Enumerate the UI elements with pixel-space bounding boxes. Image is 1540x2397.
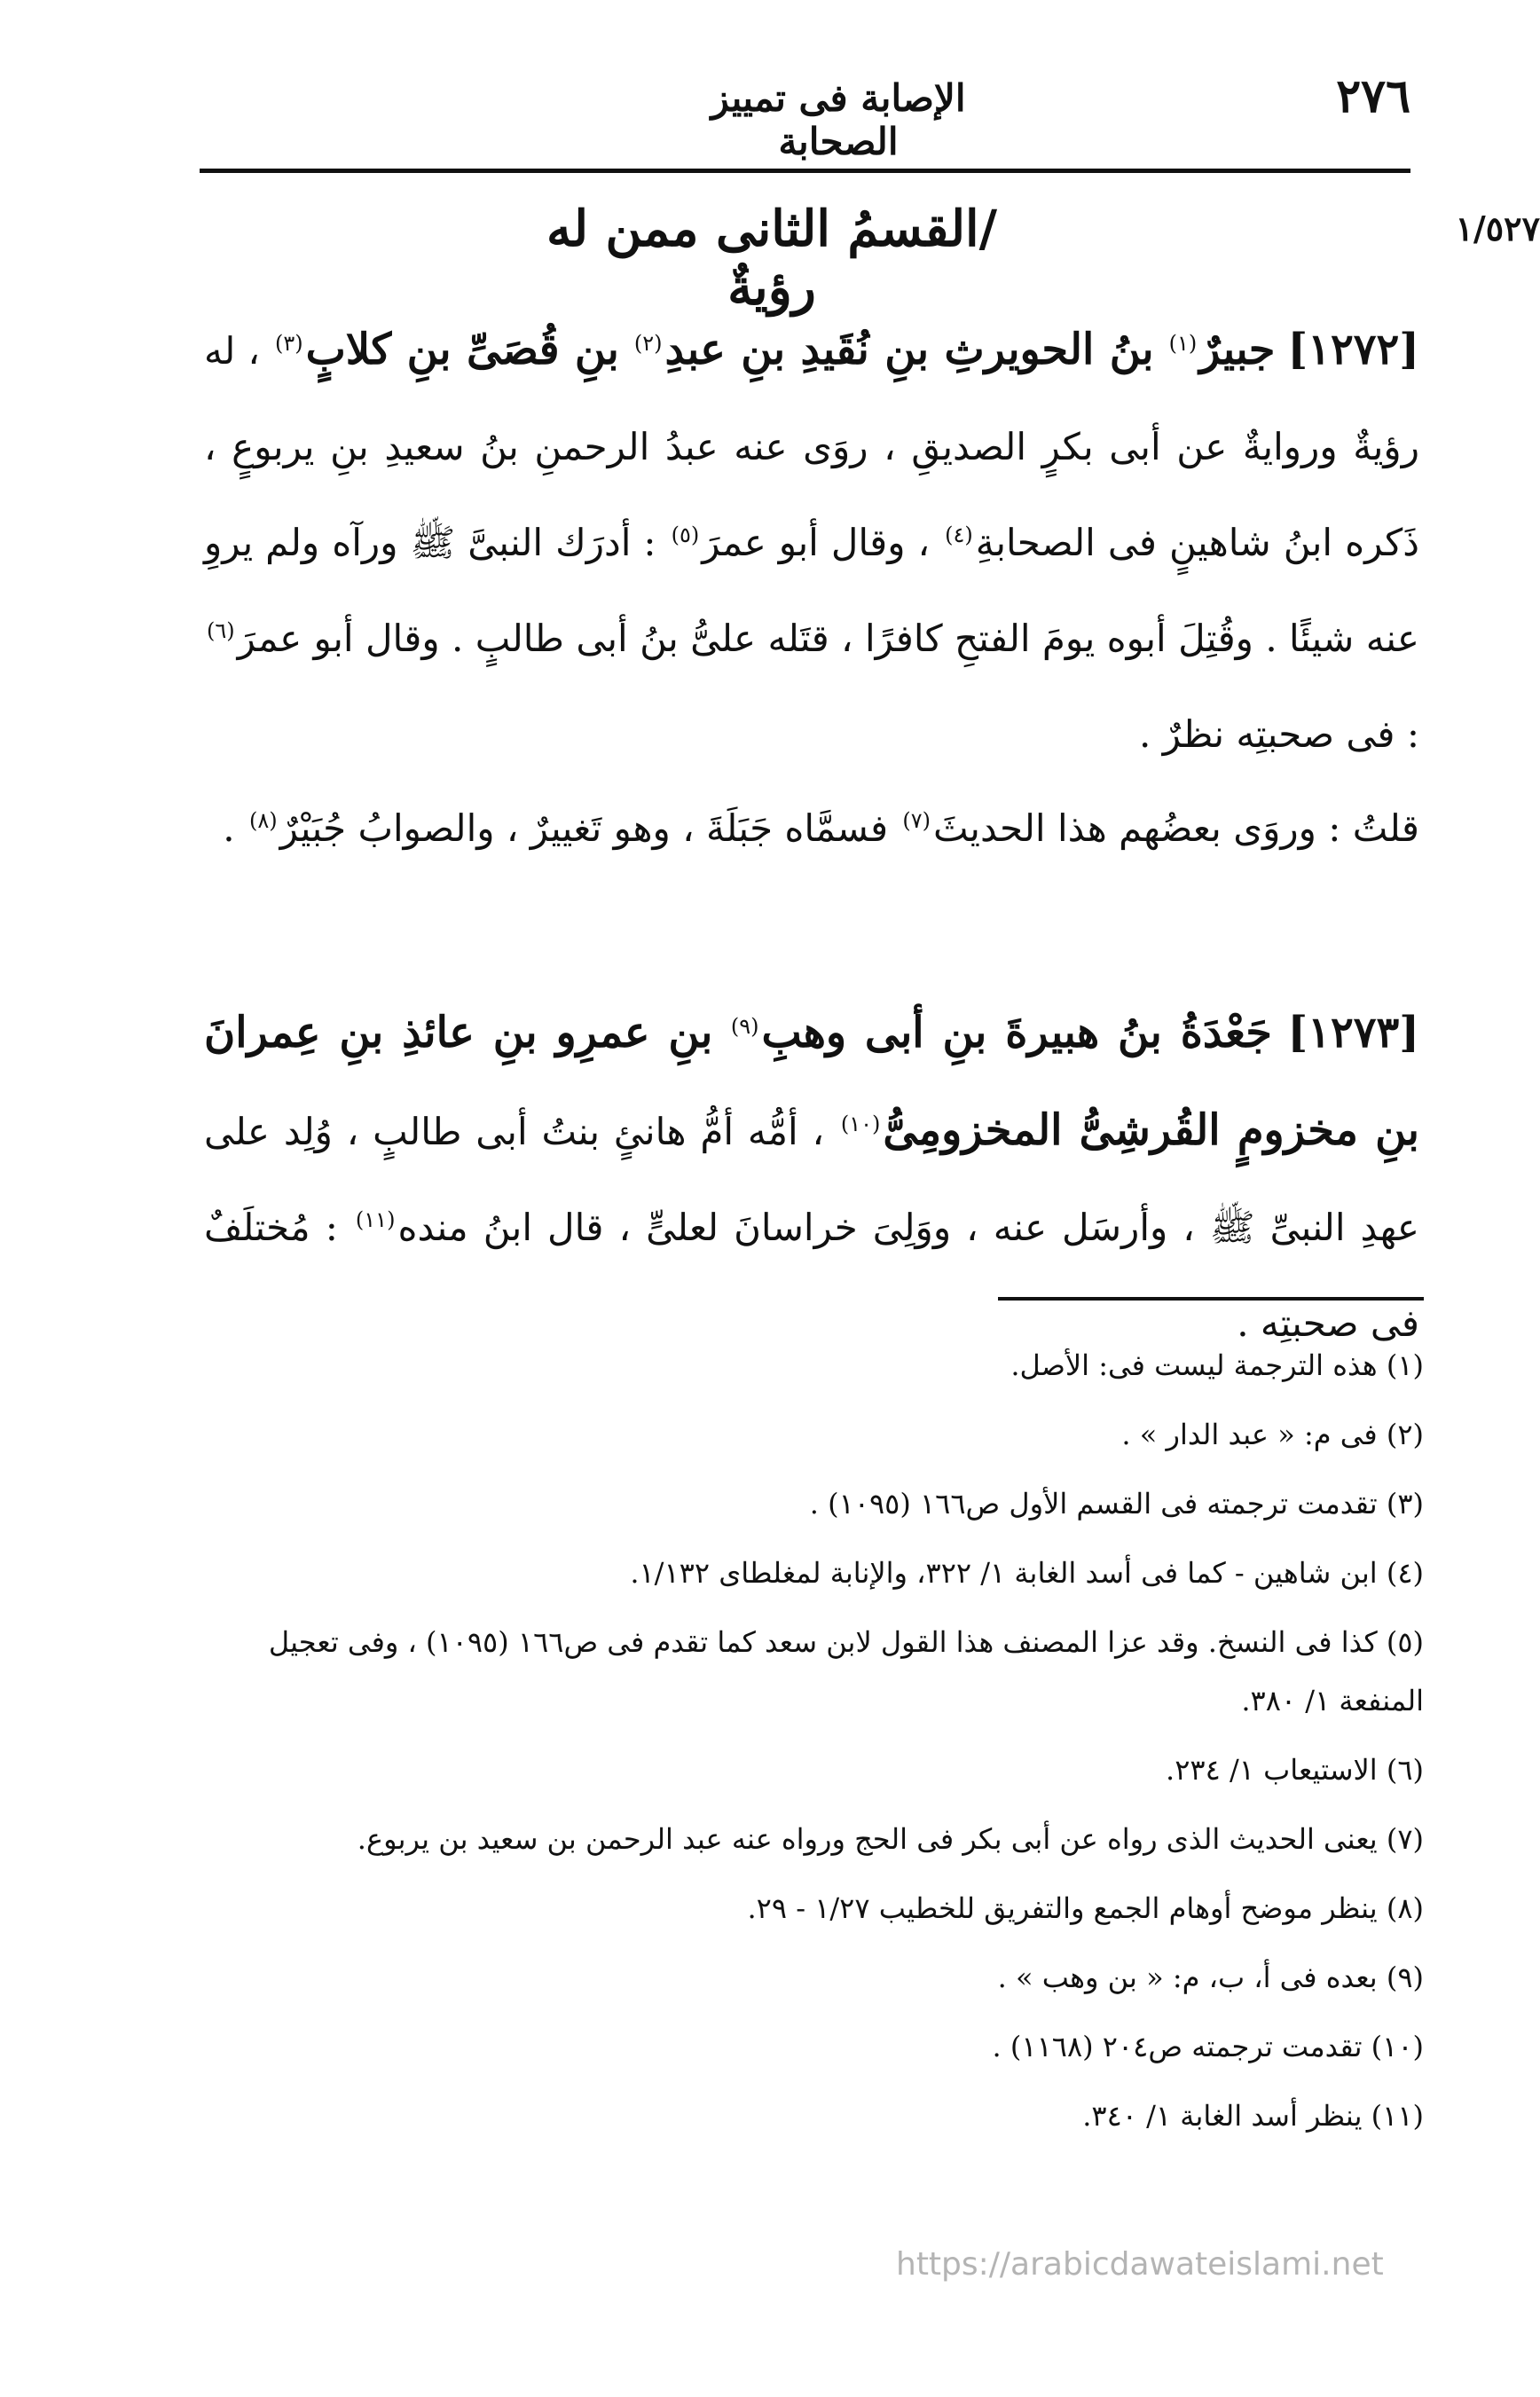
watermark-url[interactable]: https://arabicdawateislami.net — [896, 2246, 1384, 2283]
entry-text: : مُختلَفٌ فى صحبتِه . — [204, 1206, 1419, 1345]
section-heading: /القسمُ الثانى ممن له رؤيةٌ — [546, 200, 998, 317]
page-number: ٢٧٦ — [1336, 69, 1410, 123]
entry-number: [١٢٧٢] — [1287, 325, 1420, 374]
margin-reference: ١/٥٢٧ — [1455, 208, 1540, 248]
note-text: فسمَّاه جَبَلَةَ ، وهو تَغييرٌ ، والصوابُ جُبَيْرٌ — [279, 806, 889, 850]
entry-text: : أدرَك النبىَّ ﷺ ورآه ولم يروِ عنه شيئًا . وقُتِلَ أبوه يومَ الفتحِ كافرًا ، قتَله علىُّ بنُ أبى طالبٍ . وقال أبو عمرَ — [204, 521, 1419, 660]
entry-lineage: بنِ قُصَىِّ بنِ كلابٍ — [305, 325, 619, 374]
footnote-marker[interactable]: (٣) — [274, 331, 303, 356]
entry-lineage: بنِ عمرِو بنِ عائذِ بنِ عِمرانَ بنِ مخزومٍ القُرشِىُّ المخزومِىُّ — [204, 1008, 1420, 1155]
entry-number: [١٢٧٣] — [1287, 1008, 1419, 1057]
footnote-item: (١١) ينظر أسد الغابة ١/ ٣٤٠. — [1082, 2099, 1424, 2133]
footnote-item: (٨) ينظر موضح أوهام الجمع والتفريق للخطيب ١/٢٧ - ٢٩. — [747, 1891, 1424, 1925]
page-header — [200, 53, 1410, 173]
footnote-marker[interactable]: (١) — [1168, 331, 1198, 356]
footnote-item: (٢) فى م: « عبد الدار » . — [1121, 1418, 1424, 1451]
entry-name: جبيرٌ — [1199, 325, 1276, 374]
entry-name: جَعْدَةُ بنُ هبيرةَ بنِ أبى وهبِ — [761, 1008, 1272, 1057]
entry-text: : فى صحبتِه نظرٌ . — [1139, 712, 1419, 756]
footnote-marker[interactable]: (٤) — [945, 523, 973, 547]
footnote-marker[interactable]: (٩) — [730, 1014, 759, 1039]
entry-1272 — [204, 302, 1419, 782]
note-text: . — [223, 806, 235, 850]
footnote-marker[interactable]: (٦) — [207, 618, 235, 643]
footnote-item: (٩) بعده فى أ، ب، م: « بن وهب » . — [997, 1961, 1424, 1994]
footnotes-list — [204, 1331, 1424, 2150]
note-text: قلتُ : وروَى بعضُهم هذا الحديثَ — [933, 806, 1419, 850]
footnote-item: (٦) الاستيعاب ١/ ٢٣٤. — [1166, 1753, 1424, 1787]
running-title: الإصابة فى تمييز الصحابة — [711, 76, 966, 163]
entry-lineage: بنُ الحويرثِ بنِ نُقَيدِ بنِ عبدِ — [664, 325, 1154, 374]
footnote-item: (١) هذه الترجمة ليست فى: الأصل. — [1010, 1348, 1424, 1382]
footnote-item: (٤) ابن شاهين - كما فى أسد الغابة ١/ ٣٢٢، والإنابة لمغلطاى ١/١٣٢. — [630, 1556, 1424, 1590]
footnote-marker[interactable]: (١٠) — [840, 1112, 881, 1136]
footnote-item: (٣) تقدمت ترجمته فى القسم الأول ص١٦٦ (١٠٩٥) . — [809, 1487, 1424, 1521]
footnote-item: (٧) يعنى الحديث الذى رواه عن أبى بكر فى الحج ورواه عنه عبد الرحمن بن سعيد بن يربوع. — [357, 1822, 1424, 1856]
footnote-marker[interactable]: (٥) — [671, 523, 700, 547]
footnote-item: (١٠) تقدمت ترجمته ص٢٠٤ (١١٦٨) . — [992, 2030, 1424, 2063]
footnote-marker[interactable]: (١١) — [355, 1207, 396, 1232]
footnote-divider — [998, 1297, 1424, 1301]
footnote-marker[interactable]: (٨) — [248, 808, 278, 833]
footnote-marker[interactable]: (٧) — [902, 808, 931, 833]
entry-text: ، وقال أبو عمرَ — [702, 521, 931, 564]
entry-text: ، أمُّه أمُّ هانئٍ بنتُ أبى طالبٍ ، وُلِد على عهدِ النبىِّ ﷺ ، وأرسَل عنه ، ووَلِىَ خراسانَ لعلىٍّ ، قال ابنُ منده — [204, 1110, 1419, 1249]
entry-text: ، له رؤيةٌ وروايةٌ عن أبى بكرٍ الصديقِ ، روَى عنه عبدُ الرحمنِ بنُ سعيدِ بنِ يربوعٍ ، ذَكره ابنُ شاهينٍ فى الصحابةِ — [204, 329, 1419, 564]
footnote-marker[interactable]: (٢) — [633, 331, 663, 356]
editor-note — [204, 781, 1419, 876]
entry-1273 — [204, 985, 1419, 1371]
footnote-item: (٥) كذا فى النسخ. وقد عزا المصنف هذا القول لابن سعد كما تقدم فى ص١٦٦ (١٠٩٥) ، وفى تعجيل المنفعة ١/ ٣٨٠. — [268, 1625, 1424, 1717]
